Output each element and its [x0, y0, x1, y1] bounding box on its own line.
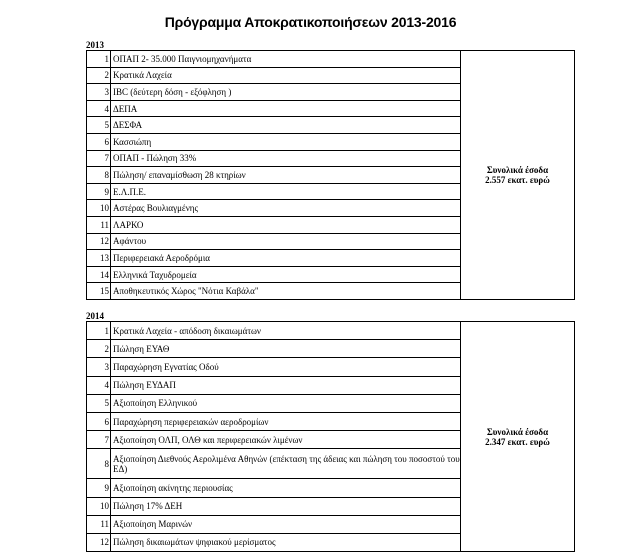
item-number: 13 — [87, 250, 111, 267]
item-number: 12 — [87, 533, 111, 551]
year-label-2013: 2013 — [86, 40, 104, 50]
item-description: Αξιοποίηση Μαρινών — [111, 515, 461, 533]
item-number: 11 — [87, 515, 111, 533]
item-number: 8 — [87, 167, 111, 184]
item-number: 4 — [87, 376, 111, 394]
item-number: 12 — [87, 233, 111, 250]
item-description: Αστέρας Βουλιαγμένης — [111, 200, 461, 217]
item-description: Αφάντου — [111, 233, 461, 250]
item-description: Κρατικά Λαχεία — [111, 67, 461, 84]
item-description: Αξιοποίηση Ελληνικού — [111, 394, 461, 412]
item-description: Αξιοποίηση Διεθνούς Αερολιμένα Αθηνών (επέκταση της άδειας και πώληση του ποσοστού του ΕΔ) — [111, 449, 461, 479]
item-description: Ελληνικά Ταχυδρομεία — [111, 266, 461, 283]
item-description: ΟΠΑΠ 2- 35.000 Παιγνιομηχανήματα — [111, 51, 461, 68]
item-description: Αξιοποίηση ακίνητης περιουσίας — [111, 479, 461, 497]
item-description: Ε.Λ.Π.Ε. — [111, 183, 461, 200]
item-number: 9 — [87, 183, 111, 200]
year-label-2014: 2014 — [86, 311, 104, 321]
item-number: 15 — [87, 283, 111, 300]
total-revenue-label: Συνολικά έσοδα — [486, 426, 549, 437]
total-revenue-amount: 2.347 εκατ. ευρώ — [485, 436, 550, 447]
item-description: Παραχώρηση περιφερειακών αεροδρομίων — [111, 412, 461, 430]
item-description: Πώληση/ επαναμίσθωση 28 κτηρίων — [111, 167, 461, 184]
item-number: 5 — [87, 117, 111, 134]
item-description: Κασσιώπη — [111, 133, 461, 150]
item-description: Κρατικά Λαχεία - απόδοση δικαιωμάτων — [111, 322, 461, 340]
item-number: 7 — [87, 431, 111, 449]
table-2013 — [86, 50, 575, 300]
item-number: 8 — [87, 449, 111, 479]
item-number: 11 — [87, 216, 111, 233]
item-description: Πώληση ΕΥΑΘ — [111, 340, 461, 358]
item-description: ΔΕΣΦΑ — [111, 117, 461, 134]
item-number: 1 — [87, 322, 111, 340]
item-description: ΛΑΡΚΟ — [111, 216, 461, 233]
total-revenue-amount: 2.557 εκατ. ευρώ — [485, 174, 550, 185]
item-description: Πώληση ΕΥΔΑΠ — [111, 376, 461, 394]
item-description: Πώληση 17% ΔΕΗ — [111, 497, 461, 515]
item-number: 2 — [87, 340, 111, 358]
item-number: 14 — [87, 266, 111, 283]
item-number: 9 — [87, 479, 111, 497]
item-description: Αξιοποίηση ΟΛΠ, ΟΛΘ και περιφερειακών λιμένων — [111, 431, 461, 449]
item-number: 3 — [87, 358, 111, 376]
item-description: ΟΠΑΠ - Πώληση 33% — [111, 150, 461, 167]
item-number: 2 — [87, 67, 111, 84]
item-number: 5 — [87, 394, 111, 412]
item-description: Αποθηκευτικός Χώρος "Νότια Καβάλα" — [111, 283, 461, 300]
item-number: 1 — [87, 51, 111, 68]
item-description: Περιφερειακά Αεροδρόμια — [111, 250, 461, 267]
item-number: 10 — [87, 200, 111, 217]
item-description: Πώληση δικαιωμάτων ψηφιακού μερίσματος — [111, 533, 461, 551]
table-row — [87, 322, 575, 340]
item-description: ΔΕΠΑ — [111, 100, 461, 117]
item-description: Παραχώρηση Εγνατίας Οδού — [111, 358, 461, 376]
item-number: 6 — [87, 133, 111, 150]
item-number: 7 — [87, 150, 111, 167]
item-number: 4 — [87, 100, 111, 117]
item-number: 10 — [87, 497, 111, 515]
table-2014 — [86, 321, 575, 552]
item-number: 3 — [87, 84, 111, 101]
total-revenue-cell — [461, 51, 575, 300]
document-title: Πρόγραμμα Αποκρατικοποιήσεων 2013-2016 — [164, 14, 457, 30]
total-revenue-cell — [461, 322, 575, 552]
item-description: IBC (δεύτερη δόση - εξόφληση ) — [111, 84, 461, 101]
item-number: 6 — [87, 412, 111, 430]
table-row — [87, 51, 575, 68]
total-revenue-label: Συνολικά έσοδα — [486, 164, 549, 175]
